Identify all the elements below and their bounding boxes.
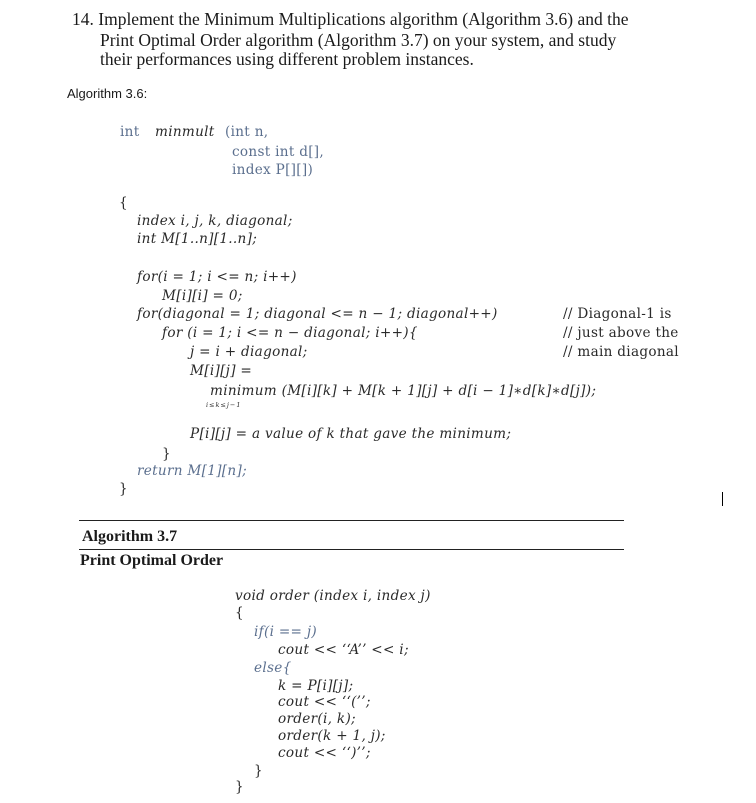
assign-j: j = i + diagonal; [190, 344, 308, 360]
sig-line-2: const int d[], [232, 144, 325, 160]
k-assign: k = P[i][j]; [278, 678, 354, 694]
comment-2: // just above the [563, 325, 679, 341]
close-brace: } [119, 481, 128, 497]
question-line-3: their performances using different problem instances. [100, 49, 474, 69]
sig-rest: (int n, [225, 124, 269, 140]
order-open-brace: { [235, 605, 244, 621]
assign-diagonal: M[i][i] = 0; [162, 288, 243, 304]
call-order-1: order(i, k); [278, 711, 356, 727]
question-line-1: 14. Implement the Minimum Multiplications algorithm (Algorithm 3.6) and the [72, 9, 629, 29]
if-line: if(i == j) [254, 624, 317, 640]
decl-1: index i, j, k, diagonal; [137, 213, 293, 229]
open-brace: { [119, 195, 128, 211]
comment-3: // main diagonal [563, 344, 679, 360]
else-line: else{ [254, 660, 292, 676]
algorithm-3-7-title: Algorithm 3.7 [82, 528, 178, 545]
comment-1: // Diagonal-1 is [563, 306, 672, 322]
cout-a: cout << ‘‘A’’ << i; [278, 642, 409, 658]
call-order-2: order(k + 1, j); [278, 728, 386, 744]
minimum-expression: minimum (M[i][k] + M[k + 1][j] + d[i − 1]∗d[k]∗d[j]); [210, 383, 597, 399]
question-line-2: Print Optimal Order algorithm (Algorithm 3.7) on your system, and study [100, 30, 617, 50]
order-signature: void order (index i, index j) [235, 588, 431, 604]
minimum-subscript: i≤k≤j−1 [206, 401, 242, 409]
for-loop-1: for(i = 1; i <= n; i++) [137, 269, 297, 285]
return-statement: return M[1][n]; [137, 463, 247, 479]
assign-m: M[i][j] = [190, 363, 253, 379]
sig-line-3: index P[][]) [232, 162, 314, 178]
for-loop-3: for (i = 1; i <= n − diagonal; i++){ [162, 325, 418, 341]
order-close-brace: } [235, 779, 244, 795]
for-loop-2: for(diagonal = 1; diagonal <= n − 1; diagonal++) [137, 306, 498, 322]
cout-close: cout << ‘‘)’’; [278, 745, 371, 761]
algorithm-3-6-label: Algorithm 3.6: [67, 86, 148, 101]
inner-close-brace: } [162, 446, 171, 462]
cout-open: cout << ‘‘(’’; [278, 694, 371, 710]
sig-name: minmult [155, 124, 215, 140]
text-cursor-icon [722, 492, 723, 506]
rule-middle [79, 549, 624, 550]
assign-p: P[i][j] = a value of k that gave the minimum; [190, 426, 512, 442]
rule-top [79, 520, 624, 521]
order-inner-close: } [254, 763, 263, 779]
decl-2: int M[1..n][1..n]; [137, 231, 258, 247]
sig-kw: int [120, 124, 140, 140]
algorithm-3-7-subtitle: Print Optimal Order [80, 552, 224, 569]
